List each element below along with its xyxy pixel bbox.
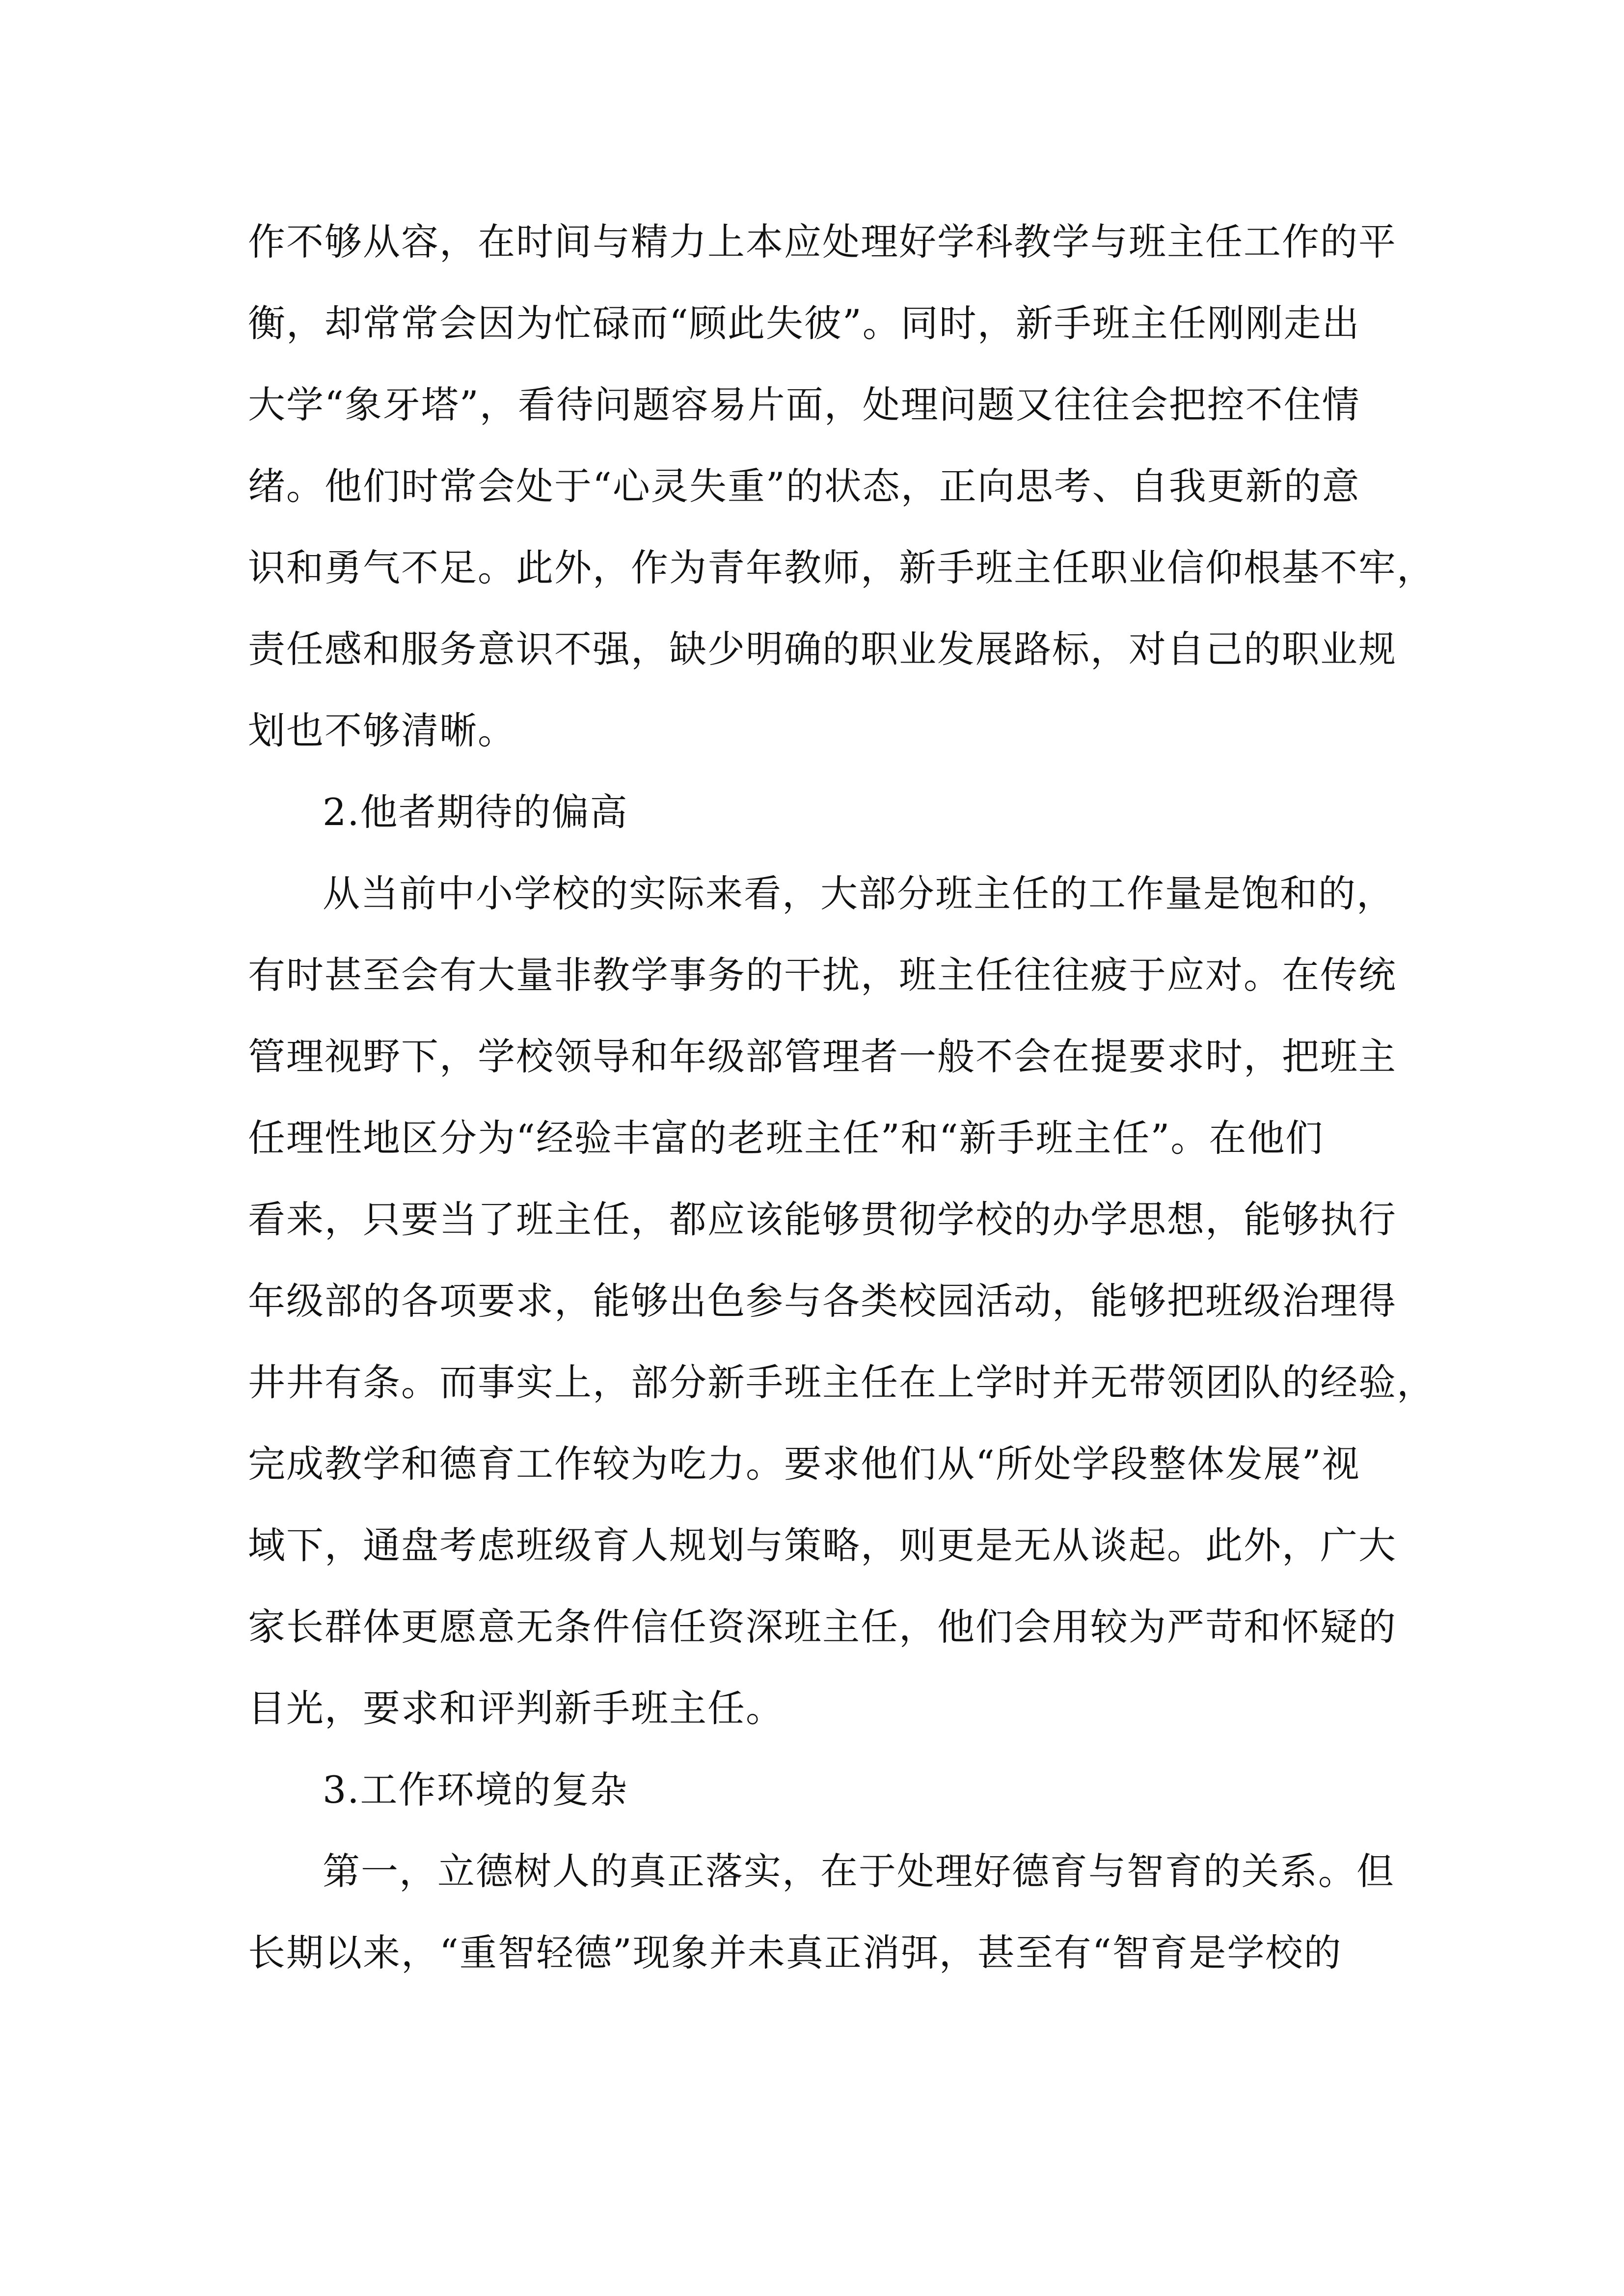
paragraph-line: 有时甚至会有大量非教学事务的干扰，班主任往往疲于应对。在传统 <box>248 953 1397 997</box>
paragraph-line: 家长群体更愿意无条件信任资深班主任，他们会用较为严苛和怀疑的 <box>248 1605 1397 1649</box>
paragraph-line: 大学“象牙塔”，看待问题容易片面，处理问题又往往会把控不住情 <box>248 383 1360 427</box>
body-text <box>248 201 1435 1994</box>
paragraph-line: 长期以来，“重智轻德”现象并未真正消弭，甚至有“智育是学校的 <box>248 1931 1342 1975</box>
paragraph-line: 井井有条。而事实上，部分新手班主任在上学时并无带领团队的经验， <box>248 1361 1435 1404</box>
paragraph-line: 完成教学和德育工作较为吃力。要求他们从“所处学段整体发展”视 <box>248 1442 1360 1486</box>
paragraph-line: 识和勇气不足。此外，作为青年教师，新手班主任职业信仰根基不牢， <box>248 546 1435 589</box>
section-heading: 2.他者期待的偏高 <box>323 790 628 834</box>
paragraph-line: 目光，要求和评判新手班主任。 <box>248 1686 784 1730</box>
section-heading: 3.工作环境的复杂 <box>323 1768 628 1812</box>
paragraph-line: 域下，通盘考虑班级育人规划与策略，则更是无从谈起。此外，广大 <box>248 1523 1397 1567</box>
paragraph-line: 衡，却常常会因为忙碌而“顾此失彼”。同时，新手班主任刚刚走出 <box>248 301 1360 345</box>
paragraph-line: 看来，只要当了班主任，都应该能够贯彻学校的办学思想，能够执行 <box>248 1198 1397 1241</box>
paragraph-line: 划也不够清晰。 <box>248 709 516 752</box>
paragraph-line: 第一，立德树人的真正落实，在于处理好德育与智育的关系。但 <box>323 1849 1395 1893</box>
paragraph-line: 管理视野下，学校领导和年级部管理者一般不会在提要求时，把班主 <box>248 1035 1397 1078</box>
paragraph-line: 从当前中小学校的实际来看，大部分班主任的工作量是饱和的， <box>323 872 1395 915</box>
paragraph-line: 任理性地区分为“经验丰富的老班主任”和“新手班主任”。在他们 <box>248 1116 1324 1160</box>
paragraph-line: 年级部的各项要求，能够出色参与各类校园活动，能够把班级治理得 <box>248 1279 1397 1323</box>
paragraph-line: 作不够从容，在时间与精力上本应处理好学科教学与班主任工作的平 <box>248 220 1397 264</box>
paragraph-line: 绪。他们时常会处于“心灵失重”的状态，正向思考、自我更新的意 <box>248 464 1360 508</box>
paragraph-line: 责任感和服务意识不强，缺少明确的职业发展路标，对自己的职业规 <box>248 627 1397 671</box>
